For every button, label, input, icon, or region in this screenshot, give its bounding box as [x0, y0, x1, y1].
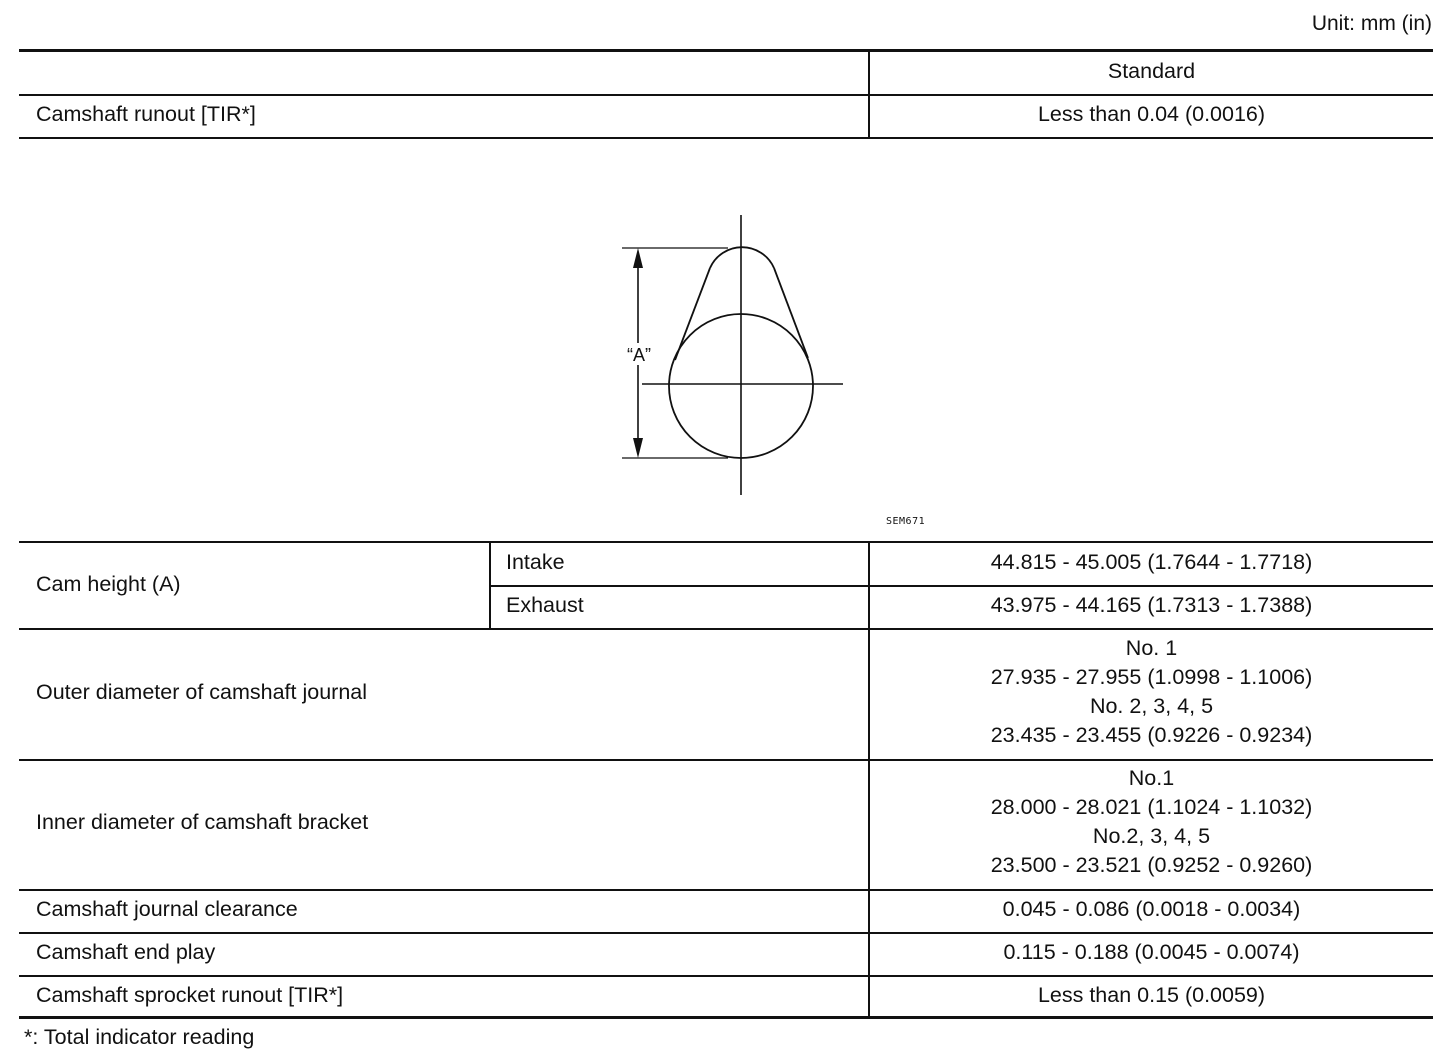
unit-label: Unit: mm (in) — [1311, 12, 1432, 35]
column-divider — [489, 543, 491, 629]
lobe-tip — [710, 247, 774, 268]
row-divider — [490, 585, 1433, 587]
cam-height-diagram — [600, 210, 860, 500]
row-divider — [19, 975, 1433, 977]
outer-diameter-line: No. 1 — [1125, 636, 1178, 660]
footnote: *: Total indicator reading — [24, 1025, 255, 1049]
sprocket-runout-value: Less than 0.15 (0.0059) — [1037, 983, 1266, 1007]
table2-top-rule — [19, 541, 1433, 543]
outer-diameter-line: No. 2, 3, 4, 5 — [1089, 694, 1214, 718]
inner-diameter-line: 23.500 - 23.521 (0.9252 - 0.9260) — [990, 853, 1313, 877]
lobe-flank-right — [774, 268, 808, 358]
journal-clearance-value: 0.045 - 0.086 (0.0018 - 0.0034) — [1002, 897, 1301, 921]
inner-diameter-label: Inner diameter of camshaft bracket — [36, 810, 369, 834]
cam-height-label: Cam height (A) — [36, 572, 181, 596]
journal-clearance-label: Camshaft journal clearance — [36, 897, 298, 921]
dimension-label: “A” — [627, 345, 651, 365]
row-divider — [19, 759, 1433, 761]
row-divider — [19, 932, 1433, 934]
lobe-flank-left — [675, 268, 710, 360]
table-top-rule — [19, 49, 1433, 52]
intake-label: Intake — [506, 550, 565, 574]
end-play-value: 0.115 - 0.188 (0.0045 - 0.0074) — [1003, 940, 1300, 964]
exhaust-label: Exhaust — [506, 593, 584, 617]
row-divider — [19, 889, 1433, 891]
arrow-down-icon — [633, 438, 643, 458]
runout-value: Less than 0.04 (0.0016) — [1037, 102, 1266, 126]
outer-diameter-line: 23.435 - 23.455 (0.9226 - 0.9234) — [990, 723, 1313, 747]
outer-diameter-line: 27.935 - 27.955 (1.0998 - 1.1006) — [990, 665, 1313, 689]
exhaust-value: 43.975 - 44.165 (1.7313 - 1.7388) — [990, 593, 1313, 617]
sprocket-runout-label: Camshaft sprocket runout [TIR*] — [36, 983, 344, 1007]
inner-diameter-line: 28.000 - 28.021 (1.1024 - 1.1032) — [990, 795, 1313, 819]
runout-label: Camshaft runout [TIR*] — [36, 102, 256, 126]
row-divider — [19, 94, 1433, 96]
inner-diameter-line: No.2, 3, 4, 5 — [1092, 824, 1211, 848]
figure-code: SEM671 — [886, 516, 926, 527]
arrow-up-icon — [633, 248, 643, 268]
row-divider — [19, 628, 1433, 630]
outer-diameter-label: Outer diameter of camshaft journal — [36, 680, 368, 704]
end-play-label: Camshaft end play — [36, 940, 216, 964]
table-bottom-rule — [19, 137, 1433, 139]
header-standard: Standard — [1107, 59, 1196, 83]
table2-bottom-rule — [19, 1016, 1433, 1019]
inner-diameter-line: No.1 — [1128, 766, 1175, 790]
intake-value: 44.815 - 45.005 (1.7644 - 1.7718) — [990, 550, 1313, 574]
